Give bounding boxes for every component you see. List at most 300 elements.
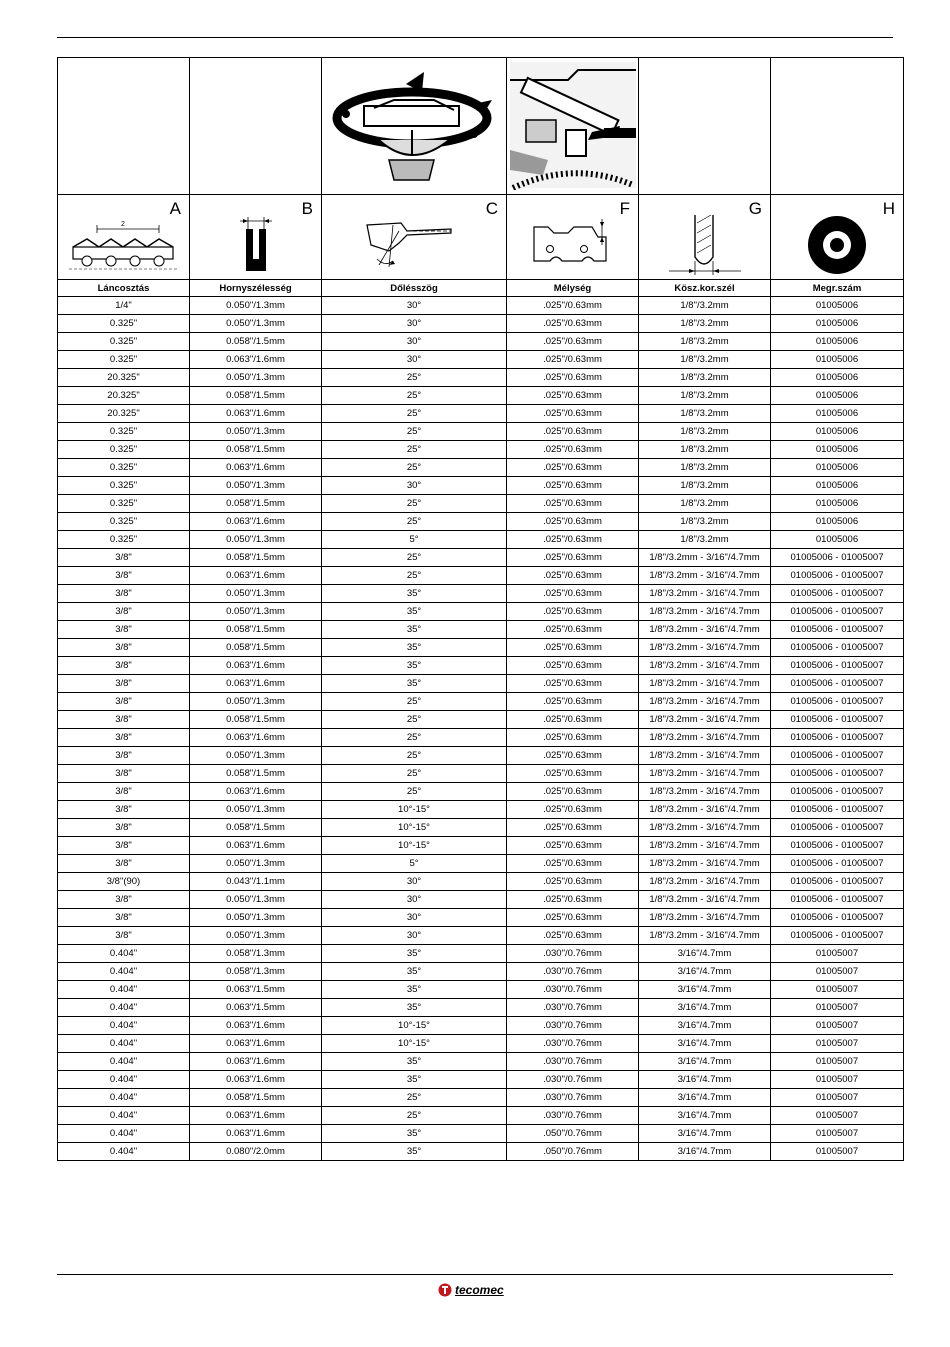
cell-groove-width: 0.063"/1.6mm — [190, 1053, 322, 1071]
cell-groove-width: 0.050"/1.3mm — [190, 603, 322, 621]
table-row — [58, 405, 904, 423]
column-letter-c: C — [485, 199, 498, 218]
cell-depth: .030"/0.76mm — [507, 1107, 639, 1125]
cell-wheel-thickness: 3/16"/4.7mm — [639, 1035, 771, 1053]
cell-pitch: 3/8" — [58, 837, 190, 855]
cell-pitch: 3/8" — [58, 585, 190, 603]
tecomec-logo-icon — [438, 1283, 452, 1297]
bottom-rule — [57, 1274, 893, 1275]
cell-part-number: 01005006 — [771, 315, 904, 333]
cell-pitch: 0.325" — [58, 459, 190, 477]
cell-wheel-thickness: 1/8"/3.2mm - 3/16"/4.7mm — [639, 603, 771, 621]
cell-angle: 10°-15° — [322, 1017, 507, 1035]
table-row — [58, 855, 904, 873]
cell-pitch: 3/8" — [58, 711, 190, 729]
table-row — [58, 783, 904, 801]
cell-angle: 25° — [322, 513, 507, 531]
table-row — [58, 1143, 904, 1161]
table-row — [58, 819, 904, 837]
cell-part-number: 01005007 — [771, 1089, 904, 1107]
cell-angle: 35° — [322, 1053, 507, 1071]
cell-part-number: 01005007 — [771, 1017, 904, 1035]
cell-depth: .025"/0.63mm — [507, 657, 639, 675]
cell-groove-width: 0.050"/1.3mm — [190, 693, 322, 711]
cell-part-number: 01005006 - 01005007 — [771, 603, 904, 621]
cell-depth: .025"/0.63mm — [507, 621, 639, 639]
table-row — [58, 1071, 904, 1089]
cell-part-number: 01005007 — [771, 1053, 904, 1071]
cell-depth: .025"/0.63mm — [507, 747, 639, 765]
cell-depth: .025"/0.63mm — [507, 639, 639, 657]
cell-pitch: 3/8" — [58, 693, 190, 711]
cell-angle: 10°-15° — [322, 1035, 507, 1053]
cell-angle: 35° — [322, 603, 507, 621]
table-row — [58, 1035, 904, 1053]
cell-depth: .025"/0.63mm — [507, 405, 639, 423]
cell-pitch: 0.404" — [58, 1125, 190, 1143]
cell-angle: 35° — [322, 963, 507, 981]
cell-depth: .030"/0.76mm — [507, 1017, 639, 1035]
cell-groove-width: 0.063"/1.6mm — [190, 567, 322, 585]
cell-angle: 35° — [322, 945, 507, 963]
cell-wheel-thickness: 1/8"/3.2mm - 3/16"/4.7mm — [639, 729, 771, 747]
table-row — [58, 963, 904, 981]
header-dolesszog: Dőlésszög — [322, 280, 507, 297]
table-row — [58, 315, 904, 333]
cell-angle: 35° — [322, 999, 507, 1017]
cell-groove-width: 0.058"/1.5mm — [190, 819, 322, 837]
cell-depth: .030"/0.76mm — [507, 945, 639, 963]
cell-groove-width: 0.063"/1.6mm — [190, 657, 322, 675]
cell-pitch: 0.404" — [58, 1071, 190, 1089]
cell-part-number: 01005006 - 01005007 — [771, 621, 904, 639]
cell-part-number: 01005007 — [771, 1143, 904, 1161]
cell-depth: .050"/0.76mm — [507, 1125, 639, 1143]
table-row — [58, 369, 904, 387]
cell-angle: 25° — [322, 711, 507, 729]
cell-groove-width: 0.058"/1.5mm — [190, 1089, 322, 1107]
cell-groove-width: 0.063"/1.6mm — [190, 1035, 322, 1053]
cell-angle: 30° — [322, 477, 507, 495]
cell-angle: 30° — [322, 873, 507, 891]
cell-depth: .025"/0.63mm — [507, 531, 639, 549]
cell-angle: 35° — [322, 675, 507, 693]
cell-wheel-thickness: 3/16"/4.7mm — [639, 1017, 771, 1035]
cell-wheel-thickness: 1/8"/3.2mm — [639, 297, 771, 315]
cell-pitch: 3/8" — [58, 819, 190, 837]
groove-width-diagram-icon — [226, 215, 286, 275]
cell-part-number: 01005006 — [771, 297, 904, 315]
cell-part-number: 01005006 - 01005007 — [771, 693, 904, 711]
cell-depth: .030"/0.76mm — [507, 981, 639, 999]
table-row — [58, 675, 904, 693]
header-melyseg: Mélység — [507, 280, 639, 297]
cell-pitch: 3/8" — [58, 801, 190, 819]
cell-depth: .025"/0.63mm — [507, 369, 639, 387]
cell-wheel-thickness: 3/16"/4.7mm — [639, 1089, 771, 1107]
cell-part-number: 01005007 — [771, 1071, 904, 1089]
cell-groove-width: 0.063"/1.6mm — [190, 675, 322, 693]
cell-groove-width: 0.063"/1.6mm — [190, 459, 322, 477]
cell-groove-width: 0.058"/1.5mm — [190, 441, 322, 459]
cell-wheel-thickness: 1/8"/3.2mm — [639, 459, 771, 477]
cell-groove-width: 0.050"/1.3mm — [190, 369, 322, 387]
cell-groove-width: 0.050"/1.3mm — [190, 315, 322, 333]
cell-part-number: 01005006 — [771, 495, 904, 513]
grinding-wheel-icon — [805, 213, 869, 277]
cell-angle: 25° — [322, 441, 507, 459]
cell-depth: .030"/0.76mm — [507, 1053, 639, 1071]
cell-wheel-thickness: 1/8"/3.2mm - 3/16"/4.7mm — [639, 693, 771, 711]
cell-groove-width: 0.063"/1.6mm — [190, 405, 322, 423]
cell-pitch: 3/8" — [58, 855, 190, 873]
table-row — [58, 999, 904, 1017]
cell-part-number: 01005006 — [771, 513, 904, 531]
cell-groove-width: 0.050"/1.3mm — [190, 747, 322, 765]
sharpening-spec-table — [57, 57, 904, 1161]
cell-wheel-thickness: 1/8"/3.2mm - 3/16"/4.7mm — [639, 819, 771, 837]
cell-part-number: 01005006 - 01005007 — [771, 549, 904, 567]
cell-pitch: 3/8" — [58, 675, 190, 693]
cell-angle: 25° — [322, 693, 507, 711]
cell-depth: .030"/0.76mm — [507, 963, 639, 981]
cell-wheel-thickness: 1/8"/3.2mm - 3/16"/4.7mm — [639, 765, 771, 783]
cell-part-number: 01005006 - 01005007 — [771, 765, 904, 783]
cell-pitch: 3/8" — [58, 927, 190, 945]
cell-pitch: 0.404" — [58, 1017, 190, 1035]
cell-wheel-thickness: 1/8"/3.2mm — [639, 531, 771, 549]
cell-part-number: 01005006 — [771, 459, 904, 477]
column-letter-f: F — [619, 199, 630, 218]
cell-part-number: 01005007 — [771, 981, 904, 999]
cell-wheel-thickness: 1/8"/3.2mm - 3/16"/4.7mm — [639, 639, 771, 657]
wheel-thickness-diagram-icon — [655, 213, 755, 277]
cell-depth: .025"/0.63mm — [507, 855, 639, 873]
column-letter-g: G — [748, 199, 762, 218]
cell-part-number: 01005006 — [771, 351, 904, 369]
cell-part-number: 01005007 — [771, 1107, 904, 1125]
cell-depth: .025"/0.63mm — [507, 387, 639, 405]
cell-wheel-thickness: 1/8"/3.2mm - 3/16"/4.7mm — [639, 837, 771, 855]
table-row — [58, 1107, 904, 1125]
cell-wheel-thickness: 3/16"/4.7mm — [639, 963, 771, 981]
table-row — [58, 711, 904, 729]
cell-wheel-thickness: 1/8"/3.2mm — [639, 387, 771, 405]
table-row — [58, 585, 904, 603]
cell-angle: 25° — [322, 1107, 507, 1125]
cell-groove-width: 0.058"/1.5mm — [190, 495, 322, 513]
table-row — [58, 459, 904, 477]
column-a-diagram-cell — [58, 195, 190, 280]
cell-groove-width: 0.058"/1.3mm — [190, 963, 322, 981]
cell-angle: 35° — [322, 981, 507, 999]
cell-wheel-thickness: 1/8"/3.2mm - 3/16"/4.7mm — [639, 585, 771, 603]
cell-angle: 30° — [322, 927, 507, 945]
cell-pitch: 0.404" — [58, 945, 190, 963]
cell-groove-width: 0.063"/1.6mm — [190, 729, 322, 747]
cell-angle: 35° — [322, 639, 507, 657]
cell-angle: 35° — [322, 585, 507, 603]
cell-depth: .025"/0.63mm — [507, 603, 639, 621]
cell-groove-width: 0.050"/1.3mm — [190, 855, 322, 873]
table-row — [58, 441, 904, 459]
cell-depth: .025"/0.63mm — [507, 675, 639, 693]
cell-angle: 5° — [322, 531, 507, 549]
chain-pitch-diagram-icon — [69, 217, 179, 273]
column-h-diagram-cell — [771, 195, 904, 280]
cell-depth: .025"/0.63mm — [507, 783, 639, 801]
header-hornyszelesseg: Hornyszélesség — [190, 280, 322, 297]
cell-depth: .025"/0.63mm — [507, 315, 639, 333]
cell-part-number: 01005007 — [771, 1125, 904, 1143]
cell-part-number: 01005006 — [771, 333, 904, 351]
table-row — [58, 513, 904, 531]
cell-wheel-thickness: 1/8"/3.2mm - 3/16"/4.7mm — [639, 549, 771, 567]
table-row — [58, 837, 904, 855]
cell-depth: .025"/0.63mm — [507, 819, 639, 837]
cell-groove-width: 0.050"/1.3mm — [190, 801, 322, 819]
cell-groove-width: 0.050"/1.3mm — [190, 909, 322, 927]
cell-part-number: 01005007 — [771, 963, 904, 981]
table-row — [58, 351, 904, 369]
cell-groove-width: 0.058"/1.5mm — [190, 639, 322, 657]
cell-angle: 30° — [322, 333, 507, 351]
table-row — [58, 927, 904, 945]
cell-part-number: 01005006 — [771, 387, 904, 405]
depth-diagram-icon — [528, 215, 618, 275]
cell-wheel-thickness: 3/16"/4.7mm — [639, 1125, 771, 1143]
cell-depth: .025"/0.63mm — [507, 585, 639, 603]
table-row — [58, 945, 904, 963]
table-row — [58, 477, 904, 495]
cell-groove-width: 0.063"/1.6mm — [190, 351, 322, 369]
table-body — [58, 297, 904, 1161]
cell-wheel-thickness: 3/16"/4.7mm — [639, 981, 771, 999]
cell-pitch: 3/8" — [58, 747, 190, 765]
cell-wheel-thickness: 1/8"/3.2mm - 3/16"/4.7mm — [639, 801, 771, 819]
cell-part-number: 01005006 - 01005007 — [771, 927, 904, 945]
cell-pitch: 20.325" — [58, 405, 190, 423]
column-letter-h: H — [882, 199, 895, 218]
cell-part-number: 01005007 — [771, 945, 904, 963]
cell-groove-width: 0.050"/1.3mm — [190, 423, 322, 441]
cell-wheel-thickness: 3/16"/4.7mm — [639, 1107, 771, 1125]
cell-angle: 35° — [322, 1143, 507, 1161]
cell-pitch: 3/8" — [58, 891, 190, 909]
cell-angle: 30° — [322, 909, 507, 927]
cell-depth: .025"/0.63mm — [507, 549, 639, 567]
cell-angle: 25° — [322, 549, 507, 567]
cell-pitch: 0.325" — [58, 315, 190, 333]
cell-pitch: 1/4" — [58, 297, 190, 315]
rotation-adjustment-illustration — [322, 58, 507, 195]
cell-angle: 30° — [322, 351, 507, 369]
cell-pitch: 0.325" — [58, 531, 190, 549]
cell-pitch: 0.404" — [58, 1053, 190, 1071]
cell-depth: .025"/0.63mm — [507, 837, 639, 855]
cell-part-number: 01005006 - 01005007 — [771, 783, 904, 801]
cell-part-number: 01005006 - 01005007 — [771, 585, 904, 603]
cell-pitch: 0.404" — [58, 1035, 190, 1053]
table-row — [58, 693, 904, 711]
cell-depth: .025"/0.63mm — [507, 459, 639, 477]
cell-wheel-thickness: 1/8"/3.2mm - 3/16"/4.7mm — [639, 711, 771, 729]
cell-pitch: 0.325" — [58, 441, 190, 459]
cell-wheel-thickness: 1/8"/3.2mm — [639, 477, 771, 495]
table-row — [58, 657, 904, 675]
cell-part-number: 01005006 - 01005007 — [771, 711, 904, 729]
cell-wheel-thickness: 1/8"/3.2mm - 3/16"/4.7mm — [639, 855, 771, 873]
table-row — [58, 531, 904, 549]
table-row — [58, 891, 904, 909]
cell-angle: 25° — [322, 1089, 507, 1107]
table-row — [58, 1089, 904, 1107]
cell-depth: .025"/0.63mm — [507, 333, 639, 351]
cell-depth: .025"/0.63mm — [507, 711, 639, 729]
cell-part-number: 01005006 - 01005007 — [771, 729, 904, 747]
cell-depth: .025"/0.63mm — [507, 567, 639, 585]
table-row — [58, 1053, 904, 1071]
column-b-diagram-cell — [190, 195, 322, 280]
cell-pitch: 3/8" — [58, 567, 190, 585]
cell-pitch: 0.404" — [58, 1143, 190, 1161]
table-row — [58, 333, 904, 351]
column-f-diagram-cell — [507, 195, 639, 280]
cell-part-number: 01005006 — [771, 405, 904, 423]
top-rule — [57, 37, 893, 38]
cell-wheel-thickness: 1/8"/3.2mm — [639, 423, 771, 441]
cell-depth: .025"/0.63mm — [507, 297, 639, 315]
cell-pitch: 20.325" — [58, 387, 190, 405]
cell-wheel-thickness: 3/16"/4.7mm — [639, 1143, 771, 1161]
column-letter-a: A — [169, 199, 181, 218]
cell-wheel-thickness: 1/8"/3.2mm - 3/16"/4.7mm — [639, 873, 771, 891]
cell-groove-width: 0.050"/1.3mm — [190, 477, 322, 495]
table-row — [58, 981, 904, 999]
cell-pitch: 0.404" — [58, 981, 190, 999]
cell-wheel-thickness: 1/8"/3.2mm — [639, 441, 771, 459]
cell-angle: 30° — [322, 315, 507, 333]
cell-groove-width: 0.063"/1.6mm — [190, 1125, 322, 1143]
cell-angle: 25° — [322, 369, 507, 387]
cell-part-number: 01005006 - 01005007 — [771, 855, 904, 873]
cell-groove-width: 0.058"/1.5mm — [190, 765, 322, 783]
cell-pitch: 0.325" — [58, 495, 190, 513]
brand-name: tecomec — [455, 1283, 504, 1297]
table-row — [58, 423, 904, 441]
cell-part-number: 01005006 — [771, 441, 904, 459]
cell-pitch: 3/8" — [58, 783, 190, 801]
cell-pitch: 3/8" — [58, 639, 190, 657]
header-kosz-kor-szel: Kösz.kor.szél — [639, 280, 771, 297]
cell-wheel-thickness: 1/8"/3.2mm — [639, 513, 771, 531]
cell-part-number: 01005007 — [771, 999, 904, 1017]
cell-depth: .025"/0.63mm — [507, 891, 639, 909]
cell-part-number: 01005006 - 01005007 — [771, 747, 904, 765]
cell-angle: 25° — [322, 495, 507, 513]
header-lancosztas: Láncosztás — [58, 280, 190, 297]
cell-pitch: 3/8" — [58, 621, 190, 639]
cell-angle: 30° — [322, 297, 507, 315]
cell-groove-width: 0.058"/1.5mm — [190, 387, 322, 405]
cell-depth: .025"/0.63mm — [507, 801, 639, 819]
cell-depth: .025"/0.63mm — [507, 693, 639, 711]
cell-groove-width: 0.050"/1.3mm — [190, 297, 322, 315]
cell-angle: 35° — [322, 657, 507, 675]
cell-pitch: 0.325" — [58, 477, 190, 495]
cell-pitch: 3/8" — [58, 909, 190, 927]
cell-pitch: 3/8" — [58, 657, 190, 675]
cell-angle: 25° — [322, 423, 507, 441]
cell-depth: .025"/0.63mm — [507, 873, 639, 891]
cell-groove-width: 0.050"/1.3mm — [190, 927, 322, 945]
cell-angle: 35° — [322, 1125, 507, 1143]
cell-pitch: 0.404" — [58, 1107, 190, 1125]
table-row — [58, 801, 904, 819]
cell-wheel-thickness: 1/8"/3.2mm - 3/16"/4.7mm — [639, 621, 771, 639]
cell-groove-width: 0.063"/1.6mm — [190, 783, 322, 801]
table-row — [58, 639, 904, 657]
cell-wheel-thickness: 1/8"/3.2mm - 3/16"/4.7mm — [639, 909, 771, 927]
cell-pitch: 3/8" — [58, 729, 190, 747]
cell-angle: 30° — [322, 891, 507, 909]
cell-angle: 5° — [322, 855, 507, 873]
table-row — [58, 747, 904, 765]
cell-wheel-thickness: 1/8"/3.2mm — [639, 351, 771, 369]
cell-part-number: 01005006 — [771, 477, 904, 495]
cell-angle: 35° — [322, 1071, 507, 1089]
cell-groove-width: 0.080"/2.0mm — [190, 1143, 322, 1161]
cell-depth: .025"/0.63mm — [507, 513, 639, 531]
cell-wheel-thickness: 1/8"/3.2mm - 3/16"/4.7mm — [639, 657, 771, 675]
header-megr-szam: Megr.szám — [771, 280, 904, 297]
cell-pitch: 0.404" — [58, 1089, 190, 1107]
cell-angle: 25° — [322, 765, 507, 783]
cell-pitch: 0.404" — [58, 963, 190, 981]
illustration-cell-blank-a — [58, 58, 190, 195]
cell-groove-width: 0.063"/1.6mm — [190, 1017, 322, 1035]
cell-groove-width: 0.063"/1.6mm — [190, 837, 322, 855]
cell-groove-width: 0.063"/1.6mm — [190, 1107, 322, 1125]
column-letter-b: B — [301, 199, 313, 218]
cell-depth: .030"/0.76mm — [507, 999, 639, 1017]
cell-pitch: 0.325" — [58, 333, 190, 351]
cell-groove-width: 0.050"/1.3mm — [190, 531, 322, 549]
cell-wheel-thickness: 1/8"/3.2mm — [639, 405, 771, 423]
cell-groove-width: 0.050"/1.3mm — [190, 891, 322, 909]
cell-angle: 35° — [322, 621, 507, 639]
cell-depth: .030"/0.76mm — [507, 1089, 639, 1107]
cell-depth: .025"/0.63mm — [507, 423, 639, 441]
cell-groove-width: 0.058"/1.3mm — [190, 945, 322, 963]
cell-part-number: 01005006 - 01005007 — [771, 567, 904, 585]
cell-pitch: 0.325" — [58, 423, 190, 441]
cell-angle: 25° — [322, 747, 507, 765]
cell-depth: .025"/0.63mm — [507, 927, 639, 945]
cell-wheel-thickness: 1/8"/3.2mm - 3/16"/4.7mm — [639, 891, 771, 909]
cell-wheel-thickness: 1/8"/3.2mm — [639, 369, 771, 387]
cell-part-number: 01005006 — [771, 531, 904, 549]
cell-groove-width: 0.043"/1.1mm — [190, 873, 322, 891]
table-row — [58, 729, 904, 747]
cell-angle: 25° — [322, 567, 507, 585]
cell-pitch: 3/8" — [58, 549, 190, 567]
cell-part-number: 01005006 — [771, 369, 904, 387]
cell-wheel-thickness: 1/8"/3.2mm - 3/16"/4.7mm — [639, 783, 771, 801]
cell-angle: 10°-15° — [322, 801, 507, 819]
cell-pitch: 0.325" — [58, 351, 190, 369]
cell-depth: .025"/0.63mm — [507, 495, 639, 513]
